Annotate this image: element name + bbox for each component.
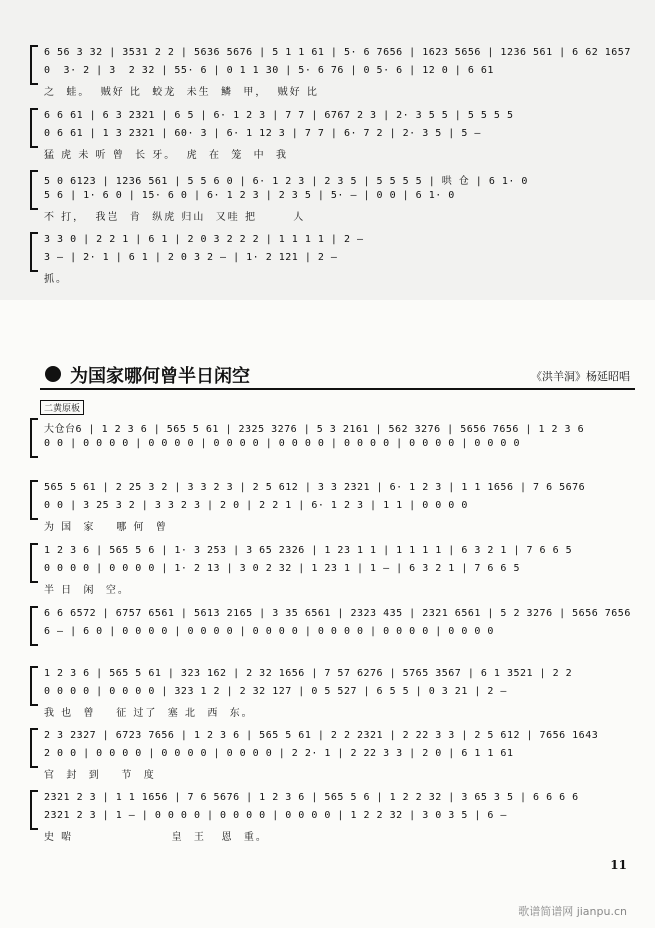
score-system-1 xyxy=(30,418,635,468)
lyrics: 我 也 曾 征 过了 塞 北 西 东。 xyxy=(44,708,254,719)
upper-voice: 2321 2 3 | 1 1 1656 | 7 6 5676 | 1 2 3 6 | 565 5 6 | 1 2 2 32 | 3 65 3 5 | 6 6 6 6 xyxy=(44,792,579,803)
lower-voice: 0 0 0 0 | 0 0 0 0 | 1· 2 13 | 3 0 2 32 | 1 23 1 | 1 — | 6 3 2 1 | 7 6 6 5 xyxy=(44,563,520,574)
upper-voice: 2 3 2327 | 6723 7656 | 1 2 3 6 | 565 5 61 | 2 2 2321 | 2 22 3 3 | 2 5 612 | 7656 1643 xyxy=(44,730,599,741)
system-bracket xyxy=(30,666,38,706)
lower-voice: 6 — | 6 0 | 0 0 0 0 | 0 0 0 0 | 0 0 0 0 | 0 0 0 0 | 0 0 0 0 | 0 0 0 0 xyxy=(44,626,494,637)
upper-voice: 大仓台6 | 1 2 3 6 | 565 5 61 | 2325 3276 | 5 3 2161 | 562 3276 | 5656 7656 | 1 2 3 6 xyxy=(44,424,585,435)
score-system-top-1 xyxy=(30,45,635,98)
system-bracket xyxy=(30,45,38,85)
bullet-icon xyxy=(45,366,61,382)
upper-voice: 5 0 6123 | 1236 561 | 5 5 6 0 | 6· 1 2 3 | 2 3 5 | 5 5 5 5 | 哄 仓 | 6 1· 0 xyxy=(44,176,528,187)
score-system-top-4 xyxy=(30,232,635,285)
system-bracket xyxy=(30,232,38,272)
watermark: 歌谱简谱网 jianpu.cn xyxy=(518,905,627,918)
lower-voice: 2321 2 3 | 1 — | 0 0 0 0 | 0 0 0 0 | 0 0 0 0 | 1 2 2 32 | 3 0 3 5 | 6 — xyxy=(44,810,507,821)
system-bracket xyxy=(30,790,38,830)
upper-voice: 1 2 3 6 | 565 5 6 | 1· 3 253 | 3 65 2326 | 1 23 1 1 | 1 1 1 1 | 6 3 2 1 | 7 6 6 5 xyxy=(44,545,573,556)
song-header xyxy=(40,358,635,390)
page-number: 11 xyxy=(610,858,627,872)
lyrics: 猛 虎 未 听 曾 长 牙。 虎 在 笼 中 我 xyxy=(44,150,289,161)
lower-voice: 3 — | 2· 1 | 6 1 | 2 0 3 2 — | 1· 2 121 | 2 — xyxy=(44,252,338,263)
system-bracket xyxy=(30,728,38,768)
system-bracket xyxy=(30,543,38,583)
song-source: 《洪羊洞》杨延昭唱 xyxy=(531,370,630,383)
lyrics: 之 蛙。 贼好 比 蛟龙 未生 鳞 甲， 贼好 比 xyxy=(44,87,319,98)
lower-voice: 5 6 | 1· 6 0 | 15· 6 0 | 6· 1 2 3 | 2 3 5 | 5· — | 0 0 | 6 1· 0 xyxy=(44,190,455,201)
score-system-7 xyxy=(30,790,635,843)
score-system-2 xyxy=(30,480,635,533)
lyrics: 抓。 xyxy=(44,274,68,285)
system-bracket xyxy=(30,170,38,210)
score-system-4 xyxy=(30,606,635,656)
lower-voice: 0 3· 2 | 3 2 32 | 55· 6 | 0 1 1 30 | 5· 6 76 | 0 5· 6 | 12 0 | 6 61 xyxy=(44,65,494,76)
score-system-3 xyxy=(30,543,635,596)
upper-voice: 6 6 6572 | 6757 6561 | 5613 2165 | 3 35 6561 | 2323 435 | 2321 6561 | 5 2 3276 | 5656 7656 xyxy=(44,608,631,619)
upper-voice: 1 2 3 6 | 565 5 61 | 323 162 | 2 32 1656 | 7 57 6276 | 5765 3567 | 6 1 3521 | 2 2 xyxy=(44,668,573,679)
system-bracket xyxy=(30,418,38,458)
lower-voice: 0 0 | 0 0 0 0 | 0 0 0 0 | 0 0 0 0 | 0 0 0 0 | 0 0 0 0 | 0 0 0 0 | 0 0 0 0 xyxy=(44,438,520,449)
upper-voice: 6 56 3 32 | 3531 2 2 | 5636 5676 | 5 1 1 61 | 5· 6 7656 | 1623 5656 | 1236 561 | 6 62 1657 xyxy=(44,47,631,58)
lyrics: 史 啱 皇 王 恩 重。 xyxy=(44,832,268,843)
lyrics: 不 打， 我岂 肯 纵虎 归山 又哇 把 人 xyxy=(44,212,306,223)
lower-voice: 0 0 | 3 25 3 2 | 3 3 2 3 | 2 0 | 2 2 1 | 6· 1 2 3 | 1 1 | 0 0 0 0 xyxy=(44,500,468,511)
lyrics xyxy=(44,456,635,470)
system-bracket xyxy=(30,108,38,148)
system-bracket xyxy=(30,480,38,520)
score-system-6 xyxy=(30,728,635,781)
lower-voice: 0 6 61 | 1 3 2321 | 60· 3 | 6· 1 12 3 | 7 7 | 6· 7 2 | 2· 3 5 | 5 — xyxy=(44,128,481,139)
song-title: 为国家哪何曾半日闲空 xyxy=(70,366,250,387)
system-bracket xyxy=(30,606,38,646)
lower-voice: 2 0 0 | 0 0 0 0 | 0 0 0 0 | 0 0 0 0 | 2 2· 1 | 2 22 3 3 | 2 0 | 6 1 1 61 xyxy=(44,748,514,759)
lyrics: 半 日 闲 空。 xyxy=(44,585,130,596)
score-system-5 xyxy=(30,666,635,719)
upper-voice: 565 5 61 | 2 25 3 2 | 3 3 2 3 | 2 5 612 | 3 3 2321 | 6· 1 2 3 | 1 1 1656 | 7 6 5676 xyxy=(44,482,586,493)
lyrics xyxy=(44,644,635,658)
score-system-top-2 xyxy=(30,108,635,161)
lyrics: 为 国 家 哪 何 曾 xyxy=(44,522,168,533)
lyrics: 官 封 到 节 度 xyxy=(44,770,156,781)
tempo-label: 二黄原板 xyxy=(40,400,84,415)
lower-voice: 0 0 0 0 | 0 0 0 0 | 323 1 2 | 2 32 127 | 0 5 527 | 6 5 5 | 0 3 21 | 2 — xyxy=(44,686,507,697)
upper-voice: 3 3 0 | 2 2 1 | 6 1 | 2 0 3 2 2 2 | 1 1 1 1 | 2 — xyxy=(44,234,364,245)
upper-voice: 6 6 61 | 6 3 2321 | 6 5 | 6· 1 2 3 | 7 7 | 6767 2 3 | 2· 3 5 5 | 5 5 5 5 xyxy=(44,110,514,121)
score-system-top-3 xyxy=(30,170,635,223)
